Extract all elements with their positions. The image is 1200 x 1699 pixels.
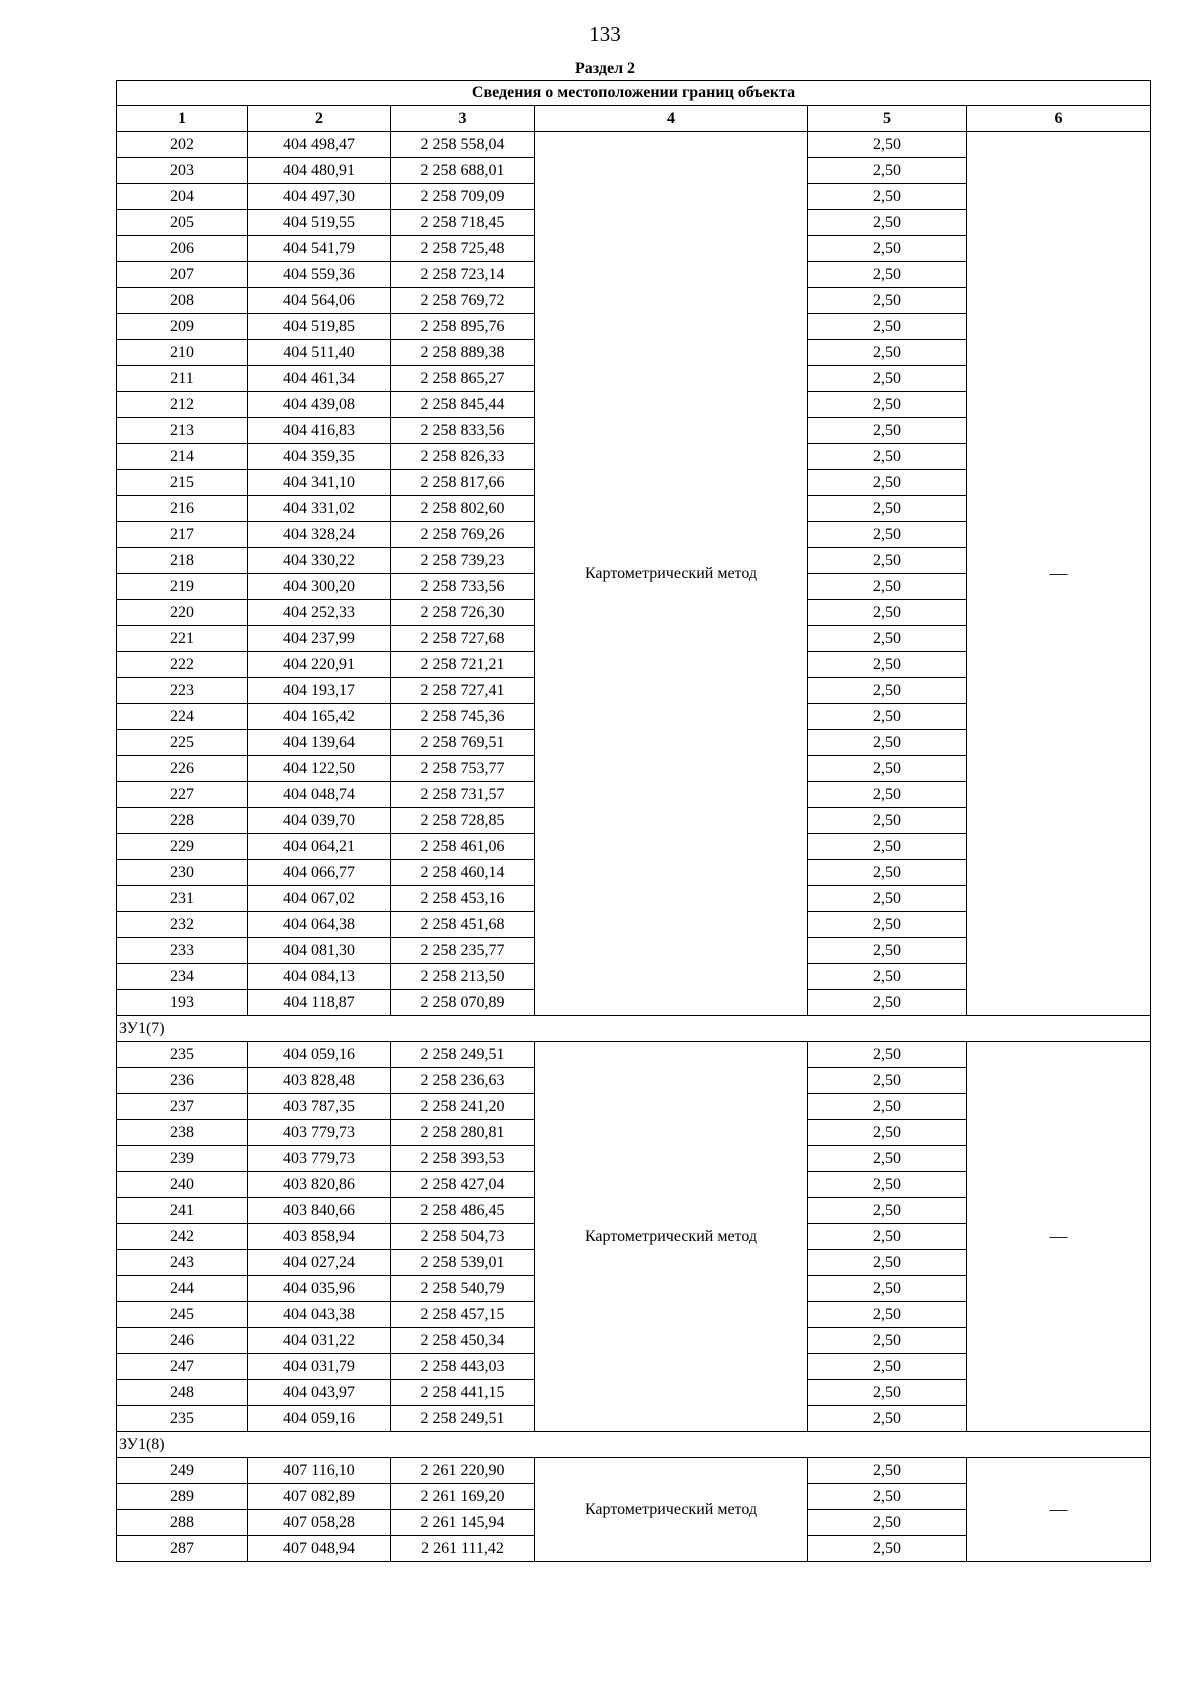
accuracy-cell: 2,50 [808, 600, 967, 626]
accuracy-cell: 2,50 [808, 1406, 967, 1432]
coordinate-x-cell: 404 035,96 [248, 1276, 391, 1302]
coordinate-x-cell: 404 480,91 [248, 158, 391, 184]
table-body [117, 81, 1151, 1562]
point-number-cell: 235 [117, 1406, 248, 1432]
description-cell: — [967, 1458, 1151, 1562]
point-number-cell: 209 [117, 314, 248, 340]
accuracy-cell: 2,50 [808, 288, 967, 314]
point-number-cell: 229 [117, 834, 248, 860]
coordinate-y-cell: 2 258 718,45 [391, 210, 535, 236]
coordinate-x-cell: 404 043,97 [248, 1380, 391, 1406]
coordinate-y-cell: 2 258 739,23 [391, 548, 535, 574]
accuracy-cell: 2,50 [808, 730, 967, 756]
coordinate-x-cell: 404 498,47 [248, 132, 391, 158]
coordinate-y-cell: 2 258 451,68 [391, 912, 535, 938]
point-number-cell: 239 [117, 1146, 248, 1172]
accuracy-cell: 2,50 [808, 1354, 967, 1380]
coordinate-x-cell: 404 300,20 [248, 574, 391, 600]
point-number-cell: 203 [117, 158, 248, 184]
point-number-cell: 216 [117, 496, 248, 522]
coordinate-y-cell: 2 258 450,34 [391, 1328, 535, 1354]
coordinate-x-cell: 404 084,13 [248, 964, 391, 990]
coordinate-x-cell: 404 039,70 [248, 808, 391, 834]
accuracy-cell: 2,50 [808, 496, 967, 522]
coordinate-y-cell: 2 258 845,44 [391, 392, 535, 418]
group-label-row [117, 1432, 1151, 1458]
point-number-cell: 288 [117, 1510, 248, 1536]
coordinate-y-cell: 2 258 453,16 [391, 886, 535, 912]
coordinate-x-cell: 404 461,34 [248, 366, 391, 392]
column-number: 1 [117, 106, 248, 132]
accuracy-cell: 2,50 [808, 1198, 967, 1224]
point-number-cell: 223 [117, 678, 248, 704]
coordinate-x-cell: 403 840,66 [248, 1198, 391, 1224]
coordinate-y-cell: 2 258 070,89 [391, 990, 535, 1016]
method-cell: Картометрический метод [535, 1042, 808, 1432]
coordinate-y-cell: 2 258 769,72 [391, 288, 535, 314]
method-cell: Картометрический метод [535, 1458, 808, 1562]
point-number-cell: 224 [117, 704, 248, 730]
accuracy-cell: 2,50 [808, 522, 967, 548]
coordinate-x-cell: 403 858,94 [248, 1224, 391, 1250]
point-number-cell: 219 [117, 574, 248, 600]
coordinate-y-cell: 2 258 540,79 [391, 1276, 535, 1302]
point-number-cell: 206 [117, 236, 248, 262]
accuracy-cell: 2,50 [808, 158, 967, 184]
coordinate-y-cell: 2 258 241,20 [391, 1094, 535, 1120]
accuracy-cell: 2,50 [808, 418, 967, 444]
coordinate-x-cell: 403 828,48 [248, 1068, 391, 1094]
method-cell: Картометрический метод [535, 132, 808, 1016]
coordinate-x-cell: 404 067,02 [248, 886, 391, 912]
coordinate-y-cell: 2 258 249,51 [391, 1042, 535, 1068]
point-number-cell: 227 [117, 782, 248, 808]
coordinate-y-cell: 2 258 817,66 [391, 470, 535, 496]
coordinate-x-cell: 404 059,16 [248, 1406, 391, 1432]
point-number-cell: 246 [117, 1328, 248, 1354]
coordinate-x-cell: 407 116,10 [248, 1458, 391, 1484]
coordinate-x-cell: 404 252,33 [248, 600, 391, 626]
point-number-cell: 240 [117, 1172, 248, 1198]
coordinate-y-cell: 2 258 753,77 [391, 756, 535, 782]
point-number-cell: 221 [117, 626, 248, 652]
column-number: 3 [391, 106, 535, 132]
table-row [117, 132, 1151, 158]
coordinate-x-cell: 404 031,22 [248, 1328, 391, 1354]
coordinate-y-cell: 2 261 220,90 [391, 1458, 535, 1484]
coordinate-y-cell: 2 258 443,03 [391, 1354, 535, 1380]
coordinate-x-cell: 404 359,35 [248, 444, 391, 470]
coordinate-x-cell: 404 519,55 [248, 210, 391, 236]
point-number-cell: 207 [117, 262, 248, 288]
table-row [117, 1042, 1151, 1068]
accuracy-cell: 2,50 [808, 1068, 967, 1094]
coordinate-x-cell: 404 193,17 [248, 678, 391, 704]
point-number-cell: 205 [117, 210, 248, 236]
coordinate-y-cell: 2 258 721,21 [391, 652, 535, 678]
point-number-cell: 244 [117, 1276, 248, 1302]
accuracy-cell: 2,50 [808, 1458, 967, 1484]
accuracy-cell: 2,50 [808, 964, 967, 990]
coordinate-x-cell: 404 066,77 [248, 860, 391, 886]
accuracy-cell: 2,50 [808, 1042, 967, 1068]
column-number: 5 [808, 106, 967, 132]
point-number-cell: 243 [117, 1250, 248, 1276]
point-number-cell: 212 [117, 392, 248, 418]
table-caption: Сведения о местоположении границ объекта [117, 81, 1151, 106]
point-number-cell: 213 [117, 418, 248, 444]
description-cell: — [967, 132, 1151, 1016]
coordinate-y-cell: 2 258 460,14 [391, 860, 535, 886]
coordinate-y-cell: 2 261 169,20 [391, 1484, 535, 1510]
point-number-cell: 228 [117, 808, 248, 834]
page-number: 133 [589, 22, 621, 46]
coordinate-y-cell: 2 258 889,38 [391, 340, 535, 366]
coordinate-x-cell: 404 048,74 [248, 782, 391, 808]
accuracy-cell: 2,50 [808, 1536, 967, 1562]
point-number-cell: 236 [117, 1068, 248, 1094]
coordinate-x-cell: 404 328,24 [248, 522, 391, 548]
point-number-cell: 204 [117, 184, 248, 210]
point-number-cell: 245 [117, 1302, 248, 1328]
coordinate-y-cell: 2 258 826,33 [391, 444, 535, 470]
coordinate-x-cell: 407 048,94 [248, 1536, 391, 1562]
coordinate-y-cell: 2 258 865,27 [391, 366, 535, 392]
coordinate-x-cell: 404 064,21 [248, 834, 391, 860]
accuracy-cell: 2,50 [808, 704, 967, 730]
point-number-cell: 247 [117, 1354, 248, 1380]
coordinate-y-cell: 2 258 731,57 [391, 782, 535, 808]
point-number-cell: 234 [117, 964, 248, 990]
coordinate-y-cell: 2 258 486,45 [391, 1198, 535, 1224]
point-number-cell: 218 [117, 548, 248, 574]
point-number-cell: 210 [117, 340, 248, 366]
point-number-cell: 217 [117, 522, 248, 548]
accuracy-cell: 2,50 [808, 652, 967, 678]
coordinate-x-cell: 404 118,87 [248, 990, 391, 1016]
point-number-cell: 287 [117, 1536, 248, 1562]
coordinate-y-cell: 2 258 727,41 [391, 678, 535, 704]
coordinate-x-cell: 404 122,50 [248, 756, 391, 782]
accuracy-cell: 2,50 [808, 548, 967, 574]
coordinate-y-cell: 2 261 145,94 [391, 1510, 535, 1536]
accuracy-cell: 2,50 [808, 1172, 967, 1198]
coordinate-y-cell: 2 258 727,68 [391, 626, 535, 652]
accuracy-cell: 2,50 [808, 132, 967, 158]
accuracy-cell: 2,50 [808, 1484, 967, 1510]
accuracy-cell: 2,50 [808, 1120, 967, 1146]
coordinate-x-cell: 404 220,91 [248, 652, 391, 678]
accuracy-cell: 2,50 [808, 392, 967, 418]
coordinate-y-cell: 2 258 688,01 [391, 158, 535, 184]
coordinate-x-cell: 404 064,38 [248, 912, 391, 938]
description-cell: — [967, 1042, 1151, 1432]
coordinate-x-cell: 403 787,35 [248, 1094, 391, 1120]
coordinate-y-cell: 2 258 895,76 [391, 314, 535, 340]
point-number-cell: 214 [117, 444, 248, 470]
coordinate-x-cell: 404 330,22 [248, 548, 391, 574]
column-number: 2 [248, 106, 391, 132]
boundary-coordinates-table [116, 80, 1151, 1562]
coordinate-y-cell: 2 258 802,60 [391, 496, 535, 522]
coordinate-x-cell: 404 059,16 [248, 1042, 391, 1068]
accuracy-cell: 2,50 [808, 210, 967, 236]
accuracy-cell: 2,50 [808, 340, 967, 366]
accuracy-cell: 2,50 [808, 314, 967, 340]
coordinate-y-cell: 2 258 280,81 [391, 1120, 535, 1146]
coordinate-x-cell: 404 165,42 [248, 704, 391, 730]
point-number-cell: 226 [117, 756, 248, 782]
coordinate-y-cell: 2 258 213,50 [391, 964, 535, 990]
accuracy-cell: 2,50 [808, 444, 967, 470]
coordinate-x-cell: 404 541,79 [248, 236, 391, 262]
accuracy-cell: 2,50 [808, 184, 967, 210]
point-number-cell: 230 [117, 860, 248, 886]
accuracy-cell: 2,50 [808, 262, 967, 288]
column-number: 6 [967, 106, 1151, 132]
coordinate-x-cell: 403 779,73 [248, 1120, 391, 1146]
coordinate-y-cell: 2 258 461,06 [391, 834, 535, 860]
coordinate-y-cell: 2 258 723,14 [391, 262, 535, 288]
accuracy-cell: 2,50 [808, 1276, 967, 1302]
accuracy-cell: 2,50 [808, 236, 967, 262]
point-number-cell: 202 [117, 132, 248, 158]
coordinate-x-cell: 404 519,85 [248, 314, 391, 340]
point-number-cell: 211 [117, 366, 248, 392]
point-number-cell: 249 [117, 1458, 248, 1484]
point-number-cell: 241 [117, 1198, 248, 1224]
group-label: ЗУ1(8) [117, 1432, 1151, 1458]
coordinate-y-cell: 2 258 733,56 [391, 574, 535, 600]
accuracy-cell: 2,50 [808, 782, 967, 808]
coordinate-y-cell: 2 258 504,73 [391, 1224, 535, 1250]
group-label-row [117, 1016, 1151, 1042]
coordinate-x-cell: 404 497,30 [248, 184, 391, 210]
point-number-cell: 193 [117, 990, 248, 1016]
accuracy-cell: 2,50 [808, 1094, 967, 1120]
accuracy-cell: 2,50 [808, 1146, 967, 1172]
point-number-cell: 238 [117, 1120, 248, 1146]
coordinate-y-cell: 2 261 111,42 [391, 1536, 535, 1562]
coordinate-x-cell: 404 237,99 [248, 626, 391, 652]
accuracy-cell: 2,50 [808, 860, 967, 886]
coordinate-y-cell: 2 258 728,85 [391, 808, 535, 834]
column-number: 4 [535, 106, 808, 132]
point-number-cell: 289 [117, 1484, 248, 1510]
coordinate-y-cell: 2 258 769,51 [391, 730, 535, 756]
column-number-row [117, 106, 1151, 132]
point-number-cell: 248 [117, 1380, 248, 1406]
point-number-cell: 220 [117, 600, 248, 626]
coordinate-y-cell: 2 258 558,04 [391, 132, 535, 158]
point-number-cell: 215 [117, 470, 248, 496]
coordinate-y-cell: 2 258 725,48 [391, 236, 535, 262]
accuracy-cell: 2,50 [808, 574, 967, 600]
coordinate-y-cell: 2 258 769,26 [391, 522, 535, 548]
coordinate-x-cell: 404 081,30 [248, 938, 391, 964]
accuracy-cell: 2,50 [808, 834, 967, 860]
accuracy-cell: 2,50 [808, 912, 967, 938]
table-caption-row [117, 81, 1151, 106]
coordinate-y-cell: 2 258 427,04 [391, 1172, 535, 1198]
coordinate-y-cell: 2 258 539,01 [391, 1250, 535, 1276]
point-number-cell: 231 [117, 886, 248, 912]
table-row [117, 1458, 1151, 1484]
accuracy-cell: 2,50 [808, 938, 967, 964]
coordinate-x-cell: 404 031,79 [248, 1354, 391, 1380]
coordinate-x-cell: 403 820,86 [248, 1172, 391, 1198]
point-number-cell: 232 [117, 912, 248, 938]
coordinate-x-cell: 404 511,40 [248, 340, 391, 366]
accuracy-cell: 2,50 [808, 808, 967, 834]
coordinate-x-cell: 404 139,64 [248, 730, 391, 756]
coordinate-y-cell: 2 258 457,15 [391, 1302, 535, 1328]
coordinate-x-cell: 404 416,83 [248, 418, 391, 444]
coordinate-y-cell: 2 258 709,09 [391, 184, 535, 210]
coordinate-x-cell: 407 082,89 [248, 1484, 391, 1510]
point-number-cell: 222 [117, 652, 248, 678]
accuracy-cell: 2,50 [808, 366, 967, 392]
coordinate-y-cell: 2 258 833,56 [391, 418, 535, 444]
coordinate-x-cell: 404 341,10 [248, 470, 391, 496]
accuracy-cell: 2,50 [808, 1510, 967, 1536]
point-number-cell: 235 [117, 1042, 248, 1068]
coordinate-x-cell: 404 043,38 [248, 1302, 391, 1328]
accuracy-cell: 2,50 [808, 886, 967, 912]
coordinate-x-cell: 407 058,28 [248, 1510, 391, 1536]
coordinate-x-cell: 404 027,24 [248, 1250, 391, 1276]
coordinate-x-cell: 404 564,06 [248, 288, 391, 314]
point-number-cell: 208 [117, 288, 248, 314]
coordinate-y-cell: 2 258 235,77 [391, 938, 535, 964]
accuracy-cell: 2,50 [808, 1328, 967, 1354]
group-label: ЗУ1(7) [117, 1016, 1151, 1042]
point-number-cell: 242 [117, 1224, 248, 1250]
coordinate-x-cell: 404 439,08 [248, 392, 391, 418]
accuracy-cell: 2,50 [808, 1302, 967, 1328]
accuracy-cell: 2,50 [808, 1380, 967, 1406]
coordinate-y-cell: 2 258 393,53 [391, 1146, 535, 1172]
accuracy-cell: 2,50 [808, 678, 967, 704]
coordinate-x-cell: 403 779,73 [248, 1146, 391, 1172]
point-number-cell: 233 [117, 938, 248, 964]
point-number-cell: 237 [117, 1094, 248, 1120]
point-number-cell: 225 [117, 730, 248, 756]
coordinate-y-cell: 2 258 745,36 [391, 704, 535, 730]
accuracy-cell: 2,50 [808, 1224, 967, 1250]
coordinate-y-cell: 2 258 236,63 [391, 1068, 535, 1094]
section-title: Раздел 2 [574, 60, 636, 77]
accuracy-cell: 2,50 [808, 990, 967, 1016]
accuracy-cell: 2,50 [808, 756, 967, 782]
coordinate-x-cell: 404 559,36 [248, 262, 391, 288]
coordinate-y-cell: 2 258 726,30 [391, 600, 535, 626]
coordinate-y-cell: 2 258 441,15 [391, 1380, 535, 1406]
accuracy-cell: 2,50 [808, 1250, 967, 1276]
coordinate-y-cell: 2 258 249,51 [391, 1406, 535, 1432]
coordinate-x-cell: 404 331,02 [248, 496, 391, 522]
accuracy-cell: 2,50 [808, 470, 967, 496]
accuracy-cell: 2,50 [808, 626, 967, 652]
